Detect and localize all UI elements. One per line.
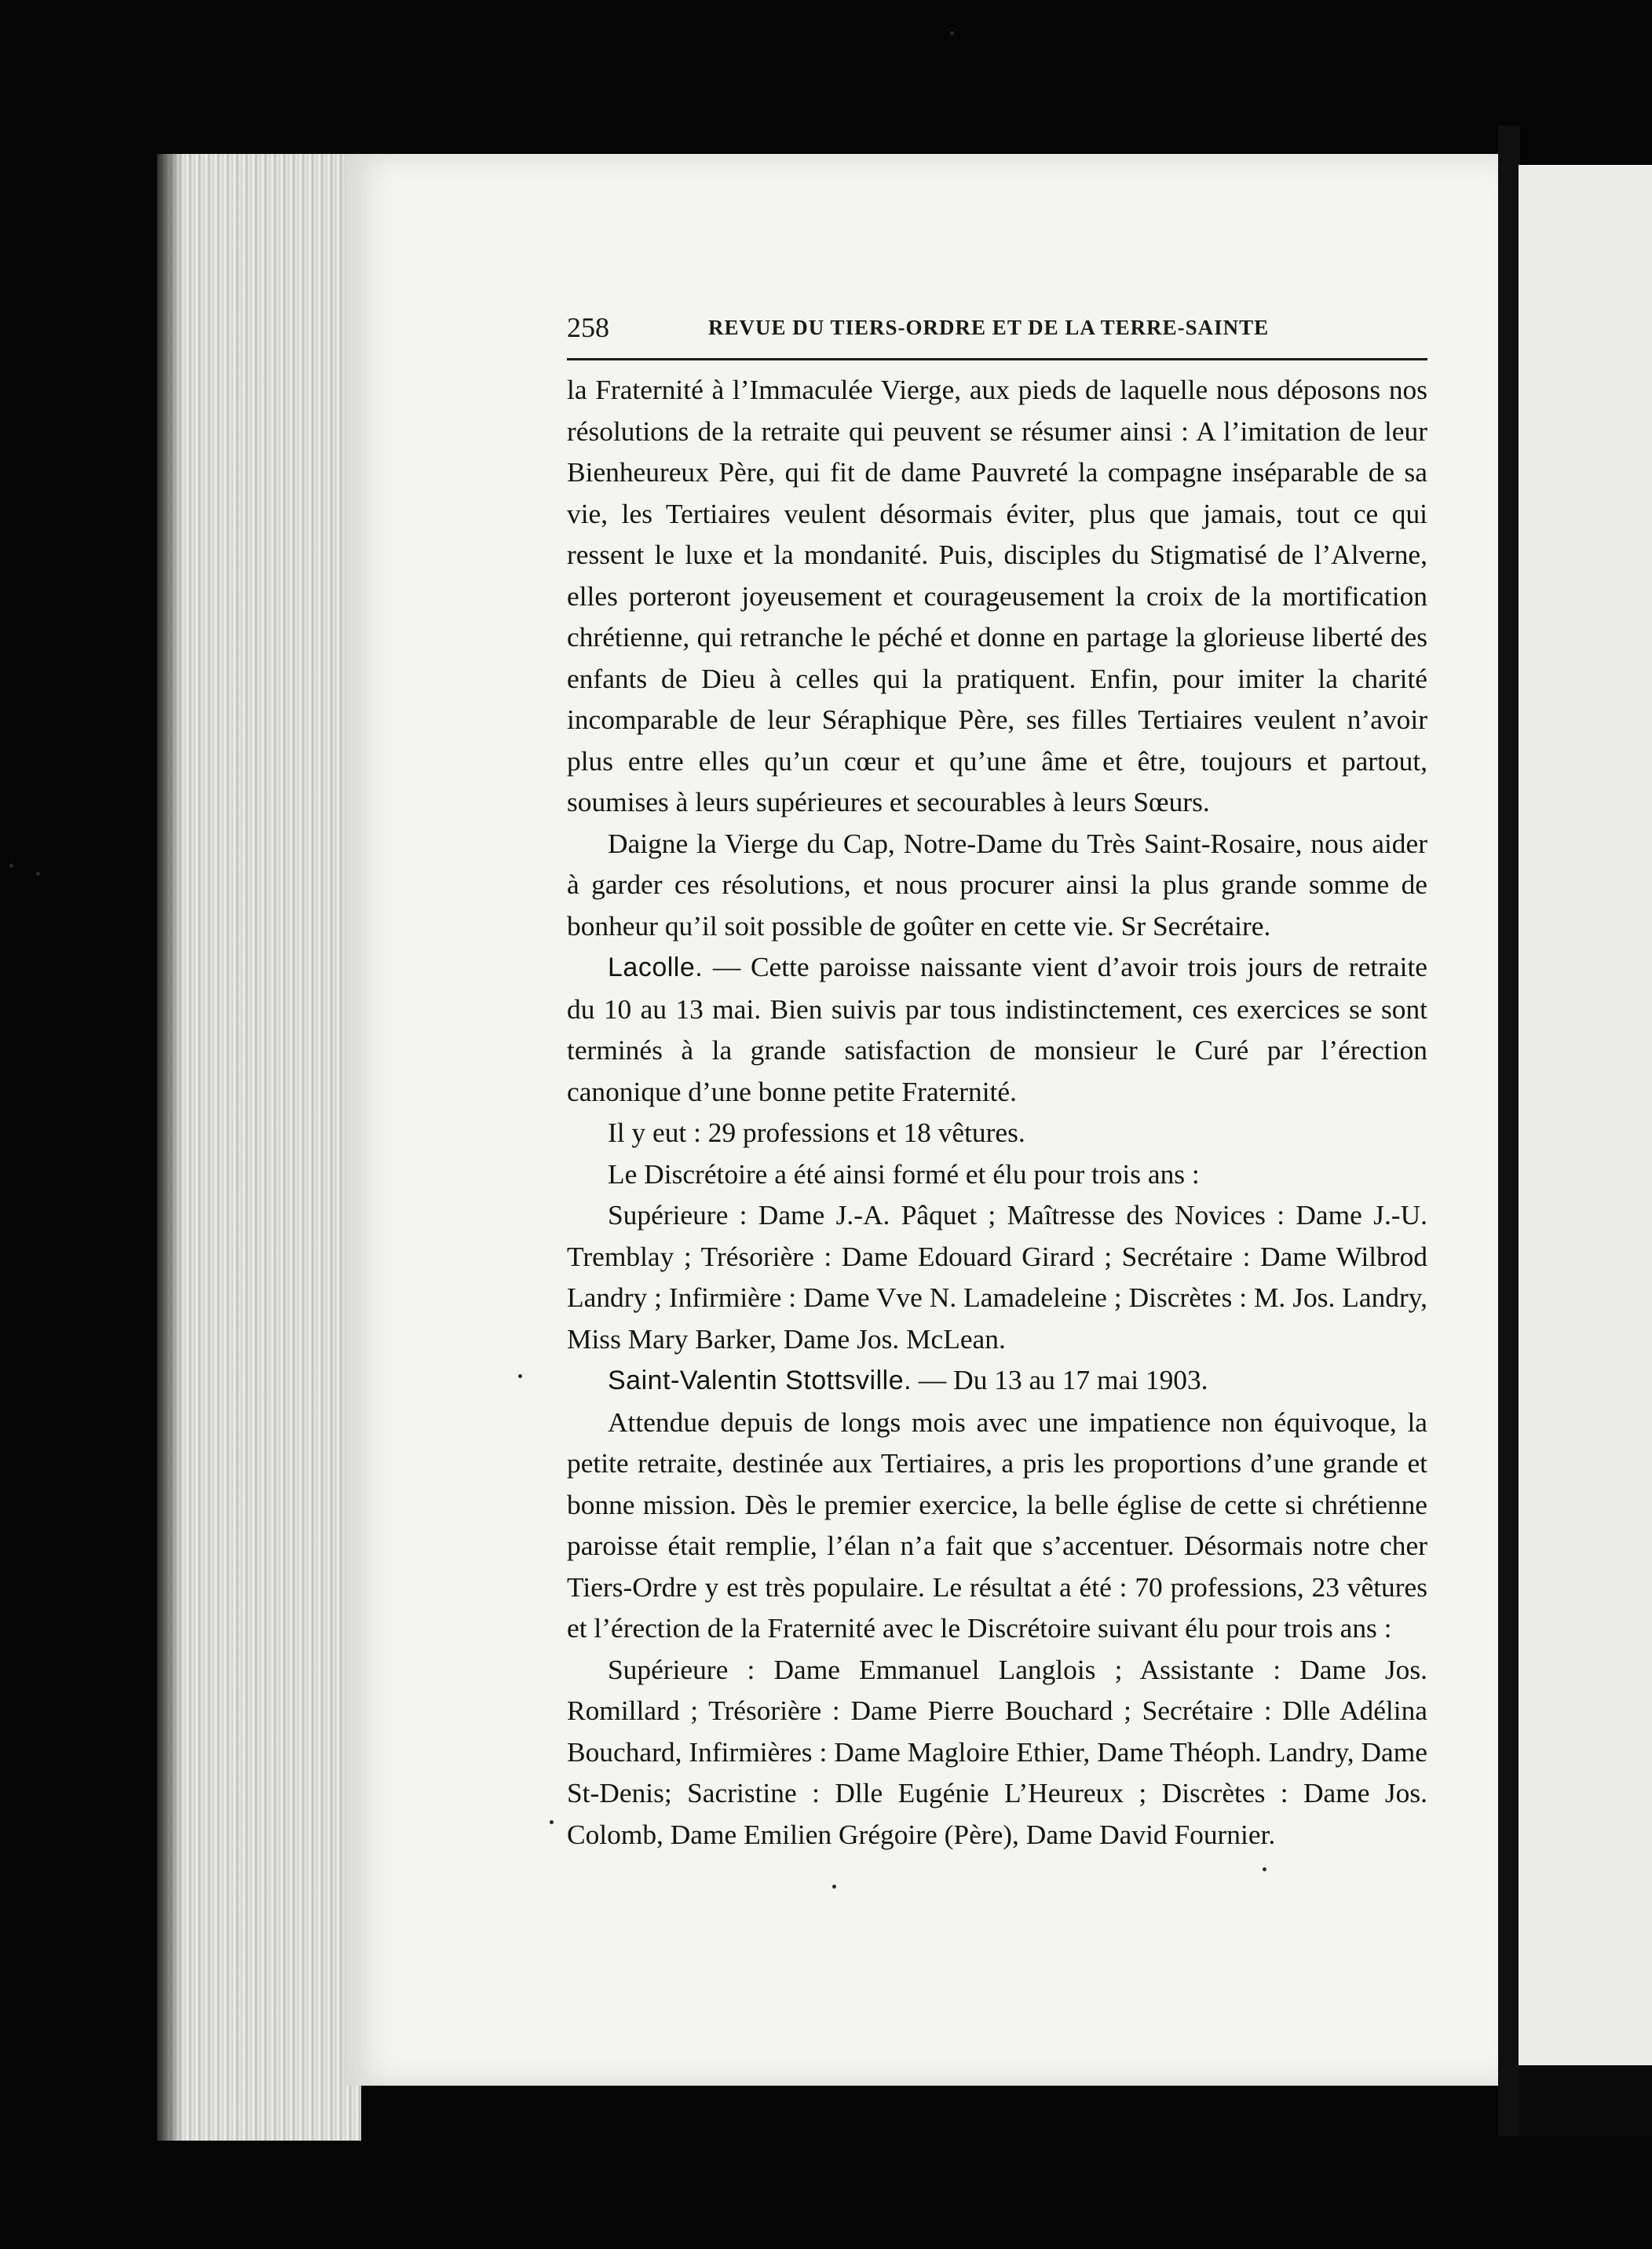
lacolle-result: Il y eut : 29 professions et 18 vêtures. [608, 1117, 1025, 1148]
page-edges-shadow [157, 154, 182, 2141]
book-gutter [1498, 126, 1520, 2136]
running-header [567, 308, 1427, 360]
paragraph-prayer: Daigne la Vierge du Cap, Notre-Dame du Très Saint-Rosaire, nous aider à garder ces résolutions, et nous procurer ainsi la plus grande somme de bonheur qu’il soit possible de goûter en cette vie. Sr Secrétaire. [567, 827, 1427, 942]
section-stottsville [567, 1359, 1427, 1402]
place-heading-stottsville: Saint-Valentin Stottsville. [608, 1366, 912, 1395]
next-page-edge [1519, 165, 1652, 2065]
place-heading-lacolle: Lacolle. [608, 953, 704, 982]
stottsville-council: Supérieure : Dame Emmanuel Langlois ; Assistante : Dame Jos. Romillard ; Trésorière : Dame Pierre Bouchard ; Secrétaire : Dlle Adélina Bouchard, Infirmières : Dame Magloire Ethier, Dame Théoph. Landry, Dame St-Denis; Sacristine : Dlle Eugénie L’Heureux ; Discrètes : Dame Jos. Colomb, Dame Emilien Grégoire (Père), Dame David Fournier. [567, 1653, 1427, 1850]
next-page-shadow [1519, 2065, 1652, 2136]
page-number: 258 [567, 312, 609, 343]
lacolle-council-intro: Le Discrétoire a été ainsi formé et élu pour trois ans : [608, 1157, 1200, 1190]
page-edges [157, 154, 361, 2141]
lacolle-text: — Cette paroisse naissante vient d’avoir trois jours de retraite du 10 au 13 mai. Bien suivis par tous indistinctement, ces exercices se sont terminés à la grande satisfaction de monsieur le Curé par l’érection canonique d’une bonne petite Fraternité. [567, 951, 1427, 1107]
running-title: REVUE DU TIERS-ORDRE ET DE LA TERRE-SAINTE [708, 316, 1270, 339]
stottsville-dates: — Du 13 au 17 mai 1903. [912, 1364, 1208, 1395]
section-lacolle [567, 946, 1427, 1112]
article-body [567, 369, 1427, 1855]
stottsville-body: Attendue depuis de longs mois avec une impatience non équivoque, la petite retraite, destinée aux Tertiaires, a pris les proportions d’une grande et bonne mission. Dès le premier exercice, la belle église de cette si chrétienne paroisse était remplie, l’élan n’a fait que s’accentuer. Désormais notre cher Tiers-Ordre y est très populaire. Le résultat a été : 70 professions, 23 vêtures et l’érection de la Fraternité avec le Discrétoire suivant élu pour trois ans : [567, 1406, 1427, 1644]
lacolle-council: Supérieure : Dame J.-A. Pâquet ; Maîtresse des Novices : Dame J.-U. Tremblay ; Trésorière : Dame Edouard Girard ; Secrétaire : Dame Wilbrod Landry ; Infirmière : Dame Vve N. Lamadeleine ; Discrètes : M. Jos. Landry, Miss Mary Barker, Dame Jos. McLean. [567, 1199, 1427, 1355]
paragraph-resolutions: la Fraternité à l’Immaculée Vierge, aux pieds de laquelle nous déposons nos résolutions de la retraite qui peuvent se résumer ainsi : A l’imitation de leur Bienheureux Père, qui fit de dame Pauvreté la compagne inséparable de sa vie, les Tertiaires veulent désormais éviter, plus que jamais, tout ce qui ressent le luxe et la mondanité. Puis, disciples du Stigmatisé de l’Alverne, elles porteront joyeusement et courageusement la croix de la mortification chrétienne, qui retranche le péché et donne en partage la glorieuse liberté des enfants de Dieu à celles qui la pratiquent. Enfin, pour imiter la charité incomparable de leur Séraphique Père, ses filles Tertiaires veulent n’avoir plus entre elles qu’un cœur et qu’une âme et être, toujours et partout, soumises à leurs supérieures et secourables à leurs Sœurs. [567, 374, 1427, 817]
